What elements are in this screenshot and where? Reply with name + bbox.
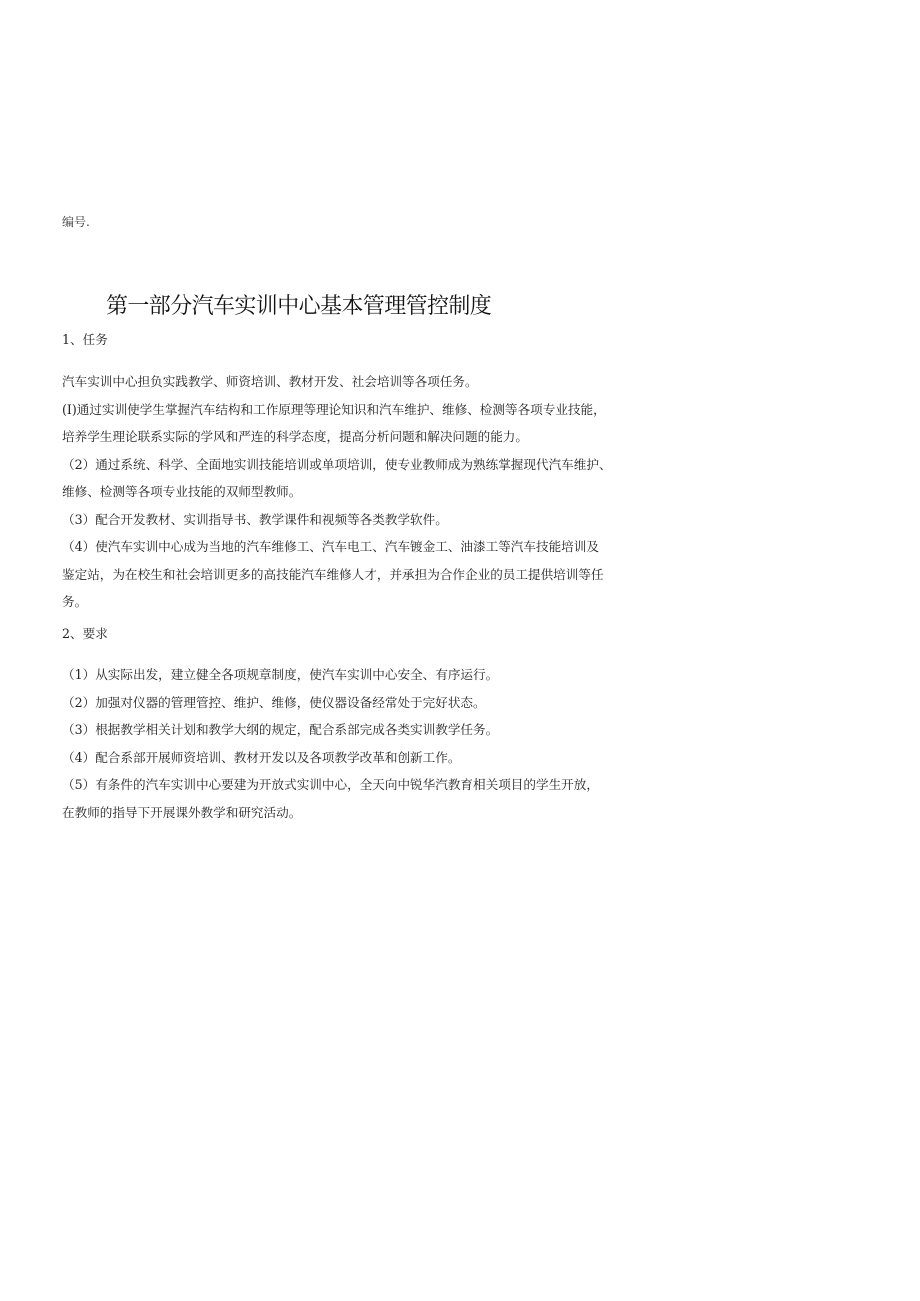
paragraph-line: （2）加强对仪器的管理管控、维护、维修，使仪器设备经常处于完好状态。 [62, 695, 486, 710]
section-heading-tasks: 1、任务 [62, 332, 108, 347]
paragraph-line: (I)通过实训使学生掌握汽车结构和工作原理等理论知识和汽车维护、维修、检测等各项专业技能， [62, 402, 606, 417]
paragraph-line: 在教师的指导下开展课外教学和研究活动。 [62, 805, 302, 820]
document-title: 第一部分汽车实训中心基本管理管控制度 [106, 294, 492, 319]
paragraph-line: （4）配合系部开展师资培训、教材开发以及各项教学改革和创新工作。 [62, 750, 461, 765]
document-number-label: 编号. [62, 215, 90, 229]
paragraph-line: 务。 [62, 594, 88, 609]
paragraph-line: （1）从实际出发，建立健全各项规章制度，使汽车实训中心安全、有序运行。 [62, 667, 499, 682]
paragraph-line: （5）有条件的汽车实训中心要建为开放式实训中心，全天向中锐华汽教育相关项目的学生开放， [62, 777, 599, 792]
paragraph-line: （2）通过系统、科学、全面地实训技能培训或单项培训，使专业教师成为熟练掌握现代汽车维护、 [62, 457, 612, 472]
paragraph-line: 培养学生理论联系实际的学风和严连的科学态度，提高分析问题和解决问题的能力。 [62, 429, 528, 444]
section-heading-requirements: 2、要求 [62, 626, 108, 641]
paragraph-line: 鉴定站，为在校生和社会培训更多的高技能汽车维修人才，并承担为合作企业的员工提供培训等任 [62, 567, 604, 582]
paragraph-line: （3）根据教学相关计划和教学大纲的规定，配合系部完成各类实训教学任务。 [62, 722, 499, 737]
paragraph-line: 汽车实训中心担负实践教学、师资培训、教材开发、社会培训等各项任务。 [62, 374, 478, 389]
paragraph-line: （3）配合开发教材、实训指导书、教学课件和视频等各类教学软件。 [62, 512, 448, 527]
paragraph-line: 维修、检测等各项专业技能的双师型教师。 [62, 484, 302, 499]
paragraph-line: （4）使汽车实训中心成为当地的汽车维修工、汽车电工、汽车镀金工、油漆工等汽车技能培训及 [62, 539, 599, 554]
